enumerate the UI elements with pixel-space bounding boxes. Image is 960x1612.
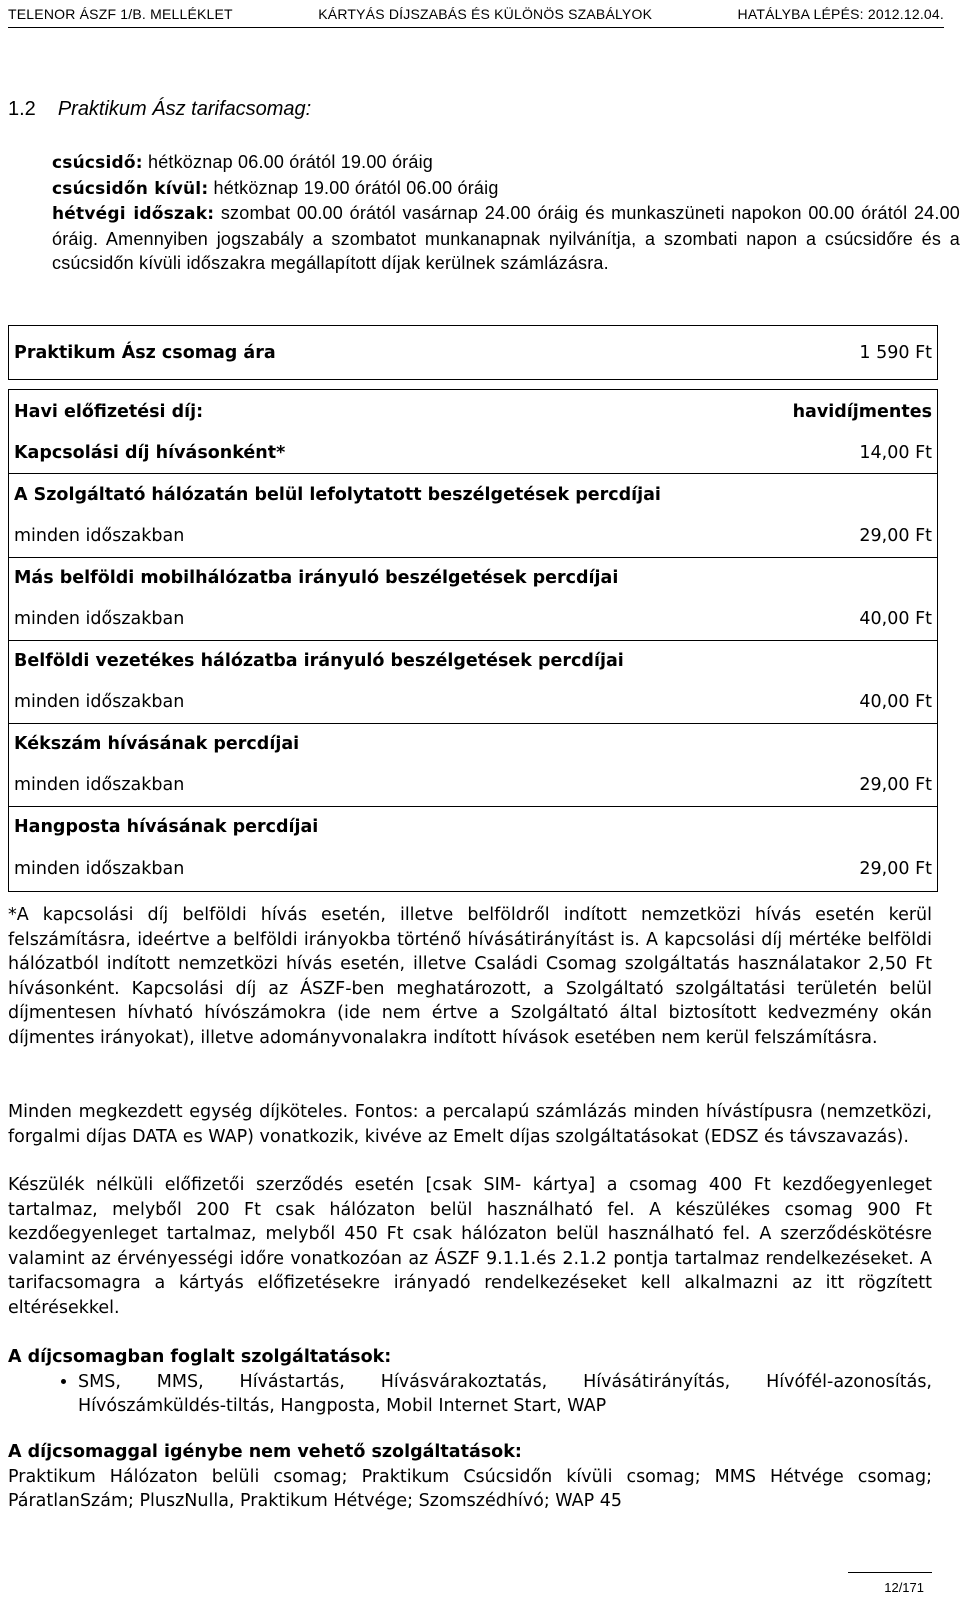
group-price: 29,00 Ft (615, 848, 938, 892)
section-title (8, 98, 311, 121)
section-title-text: Praktikum Ász tarifacsomag: (57, 98, 312, 120)
excluded-text: Praktikum Hálózaton belüli csomag; Praktikum Csúcsidőn kívüli csomag; MMS Hétvége csomag; PáratlanSzám; PluszNulla, Praktikum Hétvége; Szomszédhívó; WAP 45 (8, 1466, 932, 1511)
time-periods (52, 150, 960, 276)
package-price-row (9, 326, 938, 380)
group-price-row (9, 848, 938, 892)
monthly-fee-label: Havi előfizetési díj: (9, 390, 615, 434)
excluded-services (8, 1440, 932, 1514)
list-item: • SMS, MMS, Hívástartás, Hívásvárakoztatás, Hívásátirányítás, Hívófél-azonosítás, Hívószámküldés-tiltás, Hangposta, Mobil Internet Start, WAP (78, 1370, 932, 1419)
offpeak-text: hétköznap 19.00 órától 06.00 óráig (208, 177, 499, 198)
connection-fee-row (9, 434, 938, 474)
group-heading-row (9, 641, 938, 682)
page-number-divider (848, 1572, 932, 1573)
package-price-label: Praktikum Ász csomag ára (9, 326, 615, 380)
connection-fee-label: Kapcsolási díj hívásonként* (9, 434, 615, 474)
tariff-table (8, 325, 938, 892)
paragraph-balance: Készülék nélküli előfizetői szerződés esetén [csak SIM- kártya] a csomag 400 Ft kezdőegyenleget tartalmaz, melyből 200 Ft csak hálózaton belül használható fel. A készülékes csomag 900 Ft kezdőegyenleget tartalmaz, melyből 450 Ft csak hálózaton belül használható fel. A szerződéskötésre valamint az érvényességi időre vonatkozóan az ÁSZF 9.1.1.és 2.1.2 pontja tartalmaz rendelkezéseket. A tarifacsomagra a kártyás előfizetésekre irányadó rendelkezéseket kell alkalmazni az itt rögzített eltérésekkel. (8, 1175, 932, 1318)
section-number: 1.2 (8, 98, 36, 120)
group-period: minden időszakban (9, 599, 615, 641)
excluded-heading: A díjcsomaggal igénybe nem vehető szolgáltatások: (8, 1442, 522, 1462)
peak-label: csúcsidő: (52, 153, 143, 173)
weekend-text: szombat 00.00 órától vasárnap 24.00 óráig és munkaszüneti napokon 00.00 órától 24.00 óráig. Amennyiben jogszabály a szombatot munkanapnak nyilvánítja, a szombati napon a csúcsidőre és a csúcsidőn kívüli időszakra megállapított díjak kerülnek számlázásra. (52, 203, 960, 273)
group-price-row (9, 682, 938, 724)
offpeak-line (52, 176, 960, 202)
group-heading-row (9, 724, 938, 765)
included-services (8, 1345, 932, 1419)
group-heading-row (9, 558, 938, 599)
package-price-value: 1 590 Ft (615, 326, 938, 380)
page-header (8, 0, 944, 28)
group-price-row (9, 516, 938, 558)
group-period: minden időszakban (9, 765, 615, 807)
included-list (8, 1370, 932, 1419)
page-number: 12/171 (884, 1580, 924, 1595)
group-heading-row (9, 474, 938, 516)
group-price-row (9, 599, 938, 641)
group-period: minden időszakban (9, 516, 615, 558)
footnote: *A kapcsolási díj belföldi hívás esetén, illetve belföldről indított nemzetközi hívás esetén kerül felszámításra, ideértve a belföldi irányokba történő hívásátirányítást is. A kapcsolási díj mértéke belföldi hálózatból indított nemzetközi hívás esetén, illetve Családi Csomag szolgáltatás használatakor 2,50 Ft hívásonként. Kapcsolási díj az ÁSZF-ben meghatározott, a Szolgáltató szolgáltatási területén belül díjmentesen hívható hívószámokra (ide nem értve a Szolgáltató által biztosított kedvezmény okán díjmentes irányokat), illetve adományvonalakra indított hívások esetében nem kerül felszámításra. (8, 905, 932, 1048)
group-period: minden időszakban (9, 848, 615, 892)
paragraph-billing: Minden megkezdett egység díjköteles. Fontos: a percalapú számlázás minden hívástípusra (nemzetközi, forgalmi díjas DATA es WAP) vonatkozik, kivéve az Emelt díjas szolgáltatásokat (EDSZ és távszavazás). (8, 1102, 932, 1147)
group-price: 40,00 Ft (615, 599, 938, 641)
group-heading: Belföldi vezetékes hálózatba irányuló beszélgetések percdíjai (9, 641, 938, 682)
group-heading-row (9, 807, 938, 848)
monthly-fee-value: havidíjmentes (615, 390, 938, 434)
offpeak-label: csúcsidőn kívül: (52, 178, 209, 199)
group-price-row (9, 765, 938, 807)
connection-fee-value: 14,00 Ft (615, 434, 938, 474)
group-heading: Hangposta hívásának percdíjai (9, 807, 938, 848)
group-price: 29,00 Ft (615, 516, 938, 558)
group-heading: A Szolgáltató hálózatán belül lefolytatott beszélgetések percdíjai (9, 474, 938, 516)
weekend-line (52, 201, 960, 276)
group-period: minden időszakban (9, 682, 615, 724)
monthly-fee-row (9, 390, 938, 434)
included-heading: A díjcsomagban foglalt szolgáltatások: (8, 1347, 392, 1367)
group-price: 40,00 Ft (615, 682, 938, 724)
header-left: TELENOR ÁSZF 1/B. MELLÉKLET (8, 5, 233, 22)
peak-text: hétköznap 06.00 órától 19.00 óráig (142, 152, 433, 172)
group-heading: Más belföldi mobilhálózatba irányuló beszélgetések percdíjai (9, 558, 938, 599)
peak-line (52, 150, 960, 176)
header-right: HATÁLYBA LÉPÉS: 2012.12.04. (737, 5, 944, 22)
group-price: 29,00 Ft (615, 765, 938, 807)
group-heading: Kékszám hívásának percdíjai (9, 724, 938, 765)
weekend-label: hétvégi időszak: (52, 204, 215, 224)
header-center: KÁRTYÁS DÍJSZABÁS ÉS KÜLÖNÖS SZABÁLYOK (318, 5, 653, 22)
